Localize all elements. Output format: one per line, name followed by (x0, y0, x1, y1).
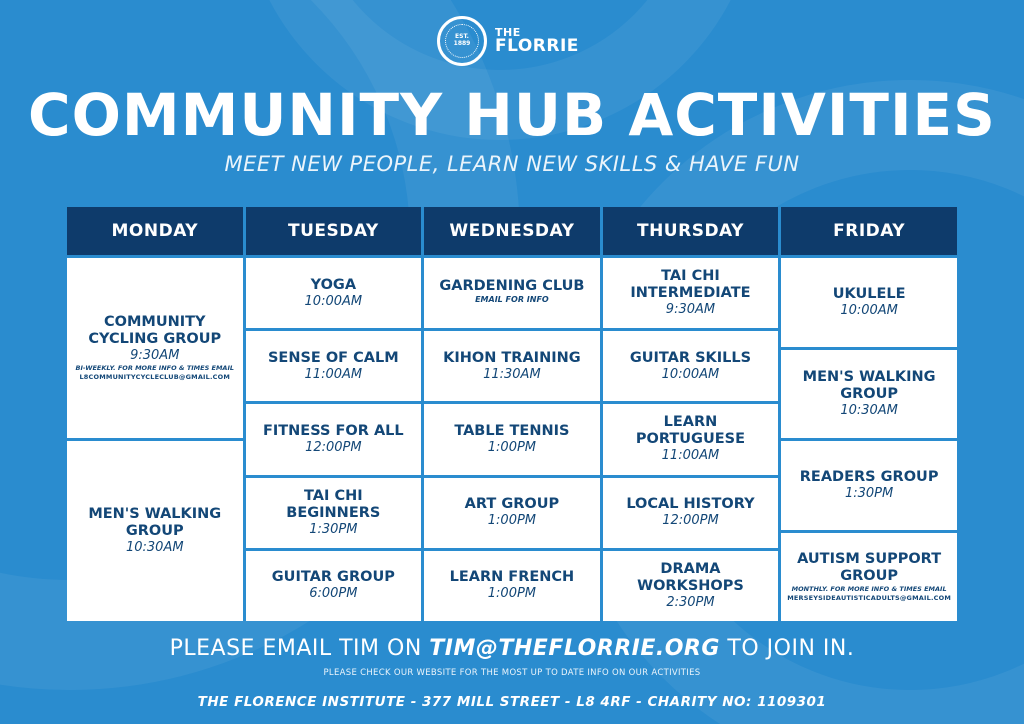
activity-name: DRAMA WORKSHOPS (637, 560, 744, 594)
day-header-wednesday: WEDNESDAY (424, 207, 600, 255)
activity-time: 11:00AM (304, 366, 363, 382)
activity-name: TAI CHI INTERMEDIATE (630, 268, 751, 302)
website-notice: PLEASE CHECK OUR WEBSITE FOR THE MOST UP TO DATE INFO ON OUR ACTIVITIES (323, 668, 701, 678)
activity-name: LEARN PORTUGUESE (635, 414, 745, 448)
cta-text-after: TO JOIN IN. (719, 636, 855, 661)
activity-name: TABLE TENNIS (454, 422, 570, 439)
activity-name: COMMUNITY CYCLING GROUP (88, 314, 222, 347)
activity-name: SENSE OF CALM (267, 349, 399, 366)
join-call-to-action (0, 636, 1024, 661)
activity-note: MONTHLY. FOR MORE INFO & TIMES EMAIL (791, 584, 947, 593)
cta-text-before: PLEASE EMAIL TIM ON (169, 636, 430, 661)
activity-name: LEARN FRENCH (449, 569, 575, 586)
activity-cell (67, 258, 243, 438)
activity-cell (603, 258, 779, 328)
activity-cell (603, 478, 779, 548)
activity-cell (424, 404, 600, 474)
logo-line2: FLORRIE (495, 36, 579, 56)
activity-time: 10:30AM (840, 402, 898, 418)
timetable (67, 207, 957, 621)
logo-line1: THE (495, 26, 521, 39)
activity-cell (781, 441, 957, 530)
activity-name: LOCAL HISTORY (626, 496, 755, 513)
activity-name: READERS GROUP (799, 468, 939, 485)
activity-cell (246, 331, 422, 401)
activity-cell (781, 350, 957, 439)
activity-email: MERSEYSIDEAUTISTICADULTS@GMAIL.COM (787, 593, 951, 602)
activity-cell (424, 478, 600, 548)
activity-time: 1:00PM (487, 439, 537, 455)
activity-cell (424, 258, 600, 328)
florrie-logo (437, 16, 579, 66)
activity-cell (246, 478, 422, 548)
activity-cell (246, 404, 422, 474)
activity-time: 1:30PM (844, 485, 894, 501)
activity-name: YOGA (310, 276, 357, 293)
activity-name: KIHON TRAINING (443, 349, 581, 366)
activity-cell (246, 551, 422, 621)
activity-cell (603, 331, 779, 401)
logo-seal-text: EST. 1889 (445, 24, 479, 58)
activity-cell (781, 533, 957, 622)
activity-time: 12:00PM (662, 513, 719, 529)
activity-time: 1:30PM (309, 521, 358, 537)
contact-email-link[interactable]: TIM@THEFLORRIE.ORG (429, 636, 720, 661)
activity-cell (424, 331, 600, 401)
activity-time: 10:30AM (125, 540, 184, 555)
activity-time: 10:00AM (661, 366, 720, 382)
activity-time: 9:30AM (665, 302, 716, 318)
activity-time: 9:30AM (130, 348, 180, 363)
activity-cell (603, 551, 779, 621)
day-header-tuesday: TUESDAY (246, 207, 422, 255)
activity-name: MEN'S WALKING GROUP (802, 368, 936, 402)
day-header-thursday: THURSDAY (603, 207, 779, 255)
day-header-monday: MONDAY (67, 207, 243, 255)
activity-time: 2:30PM (666, 594, 715, 610)
day-header-friday: FRIDAY (781, 207, 957, 255)
activity-cell (67, 441, 243, 621)
page-subtitle: MEET NEW PEOPLE, LEARN NEW SKILLS & HAVE FUN (224, 152, 800, 176)
footer-address: THE FLORENCE INSTITUTE - 377 MILL STREET - L8 4RF - CHARITY NO: 1109301 (197, 694, 827, 710)
activity-name: AUTISM SUPPORT GROUP (797, 550, 942, 584)
activity-cell (603, 404, 779, 474)
activity-name: GUITAR SKILLS (629, 349, 752, 366)
activity-name: UKULELE (832, 285, 906, 302)
activity-name: GUITAR GROUP (271, 569, 395, 586)
activity-name: MEN'S WALKING GROUP (88, 506, 222, 539)
activity-cell (781, 258, 957, 347)
activity-time: 11:30AM (483, 366, 541, 382)
page-title: COMMUNITY HUB ACTIVITIES (28, 81, 996, 149)
logo-wordmark (495, 27, 579, 55)
activity-time: 10:00AM (840, 302, 898, 318)
activity-name: FITNESS FOR ALL (262, 422, 404, 439)
activity-email: L8COMMUNITYCYCLECLUB@GMAIL.COM (79, 373, 231, 381)
activity-note: BI-WEEKLY. FOR MORE INFO & TIMES EMAIL (75, 364, 235, 372)
activity-time: 1:00PM (487, 586, 537, 602)
logo-seal-icon (437, 16, 487, 66)
activity-time: 1:00PM (487, 513, 537, 529)
activity-time: 11:00AM (661, 448, 720, 464)
activity-cell (424, 551, 600, 621)
activity-name: GARDENING CLUB (439, 278, 585, 294)
activity-time: 12:00PM (305, 439, 362, 455)
activity-time: 6:00PM (309, 586, 358, 602)
activity-cell (246, 258, 422, 328)
activity-name: ART GROUP (464, 496, 560, 513)
activity-time: 10:00AM (304, 293, 363, 309)
activity-note: EMAIL FOR INFO (475, 295, 549, 304)
activity-name: TAI CHI BEGINNERS (286, 487, 381, 521)
